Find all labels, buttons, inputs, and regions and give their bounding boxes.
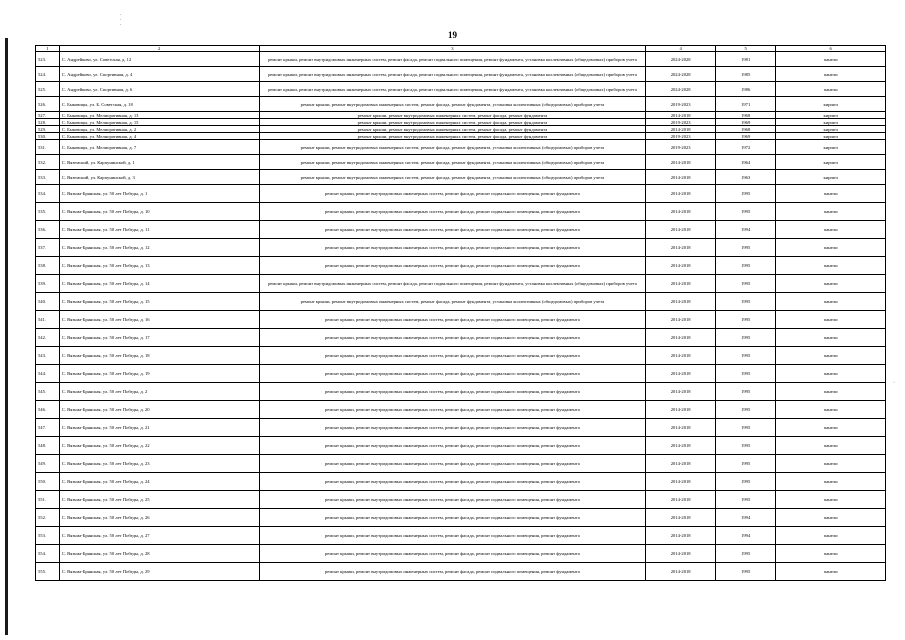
- row-number-cell: 531.: [36, 140, 60, 155]
- wall-material-cell: панели: [776, 365, 886, 383]
- repair-works-cell: ремонт крыши, ремонт внутридомовых инженерных систем, ремонт фасада, ремонт подвального помещения, ремонт фундамента: [259, 527, 646, 545]
- repair-period-cell: 2014-2018: [646, 239, 716, 257]
- table-row: [36, 155, 886, 170]
- repair-works-cell: ремонт крыши, ремонт внутридомовых инженерных систем, ремонт фасада, ремонт подвального помещения, ремонт фундамента: [259, 329, 646, 347]
- row-number-cell: 550.: [36, 473, 60, 491]
- address-cell: С. Быковицы, ул. Мелиоративная, д. 7: [59, 140, 259, 155]
- row-number-cell: 526.: [36, 97, 60, 112]
- wall-material-cell: панели: [776, 545, 886, 563]
- repair-works-cell: ремонт крыши, ремонт внутридомовых инженерных систем, ремонт фасада, ремонт подвального помещения, ремонт фундамента, установка коллективных (общедомовых) приборов учета: [259, 82, 646, 97]
- header-col-2: 2: [59, 46, 259, 52]
- address-cell: С. Быковицы, ул. Мелиоративная, д. 15: [59, 119, 259, 126]
- repair-period-cell: 2014-2018: [646, 491, 716, 509]
- address-cell: С. Вязьма-Брянская, ул. 50 лет Победы, д. 29: [59, 563, 259, 581]
- table-row: [36, 97, 886, 112]
- row-number-cell: 538.: [36, 257, 60, 275]
- wall-material-cell: панели: [776, 311, 886, 329]
- row-number-cell: 529.: [36, 126, 60, 133]
- build-year-cell: 1994: [715, 509, 775, 527]
- build-year-cell: 1985: [715, 67, 775, 82]
- repair-works-cell: ремонт крыши, ремонт внутридомовых инженерных систем, ремонт фасада, ремонт подвального помещения, ремонт фундамента: [259, 455, 646, 473]
- row-number-cell: 525.: [36, 82, 60, 97]
- wall-material-cell: кирпич: [776, 170, 886, 185]
- table-row: [36, 419, 886, 437]
- repair-period-cell: 2019-2023: [646, 97, 716, 112]
- build-year-cell: 1995: [715, 473, 775, 491]
- wall-material-cell: панели: [776, 473, 886, 491]
- table-row: [36, 491, 886, 509]
- address-cell: С. Вязьма-Брянская, ул. 50 лет Победы, д. 24: [59, 473, 259, 491]
- address-cell: С. Вязьма-Брянская, ул. 50 лет Победы, д. 26: [59, 509, 259, 527]
- repair-works-cell: ремонт крыши, ремонт внутридомовых инженерных систем, ремонт фасада, ремонт подвального помещения, ремонт фундамента: [259, 563, 646, 581]
- address-cell: С. Вязьма-Брянская, ул. 50 лет Победы, д. 16: [59, 311, 259, 329]
- row-number-cell: 555.: [36, 563, 60, 581]
- wall-material-cell: кирпич: [776, 119, 886, 126]
- repair-works-cell: ремонт крыши, ремонт внутридомовых инженерных систем, ремонт фасада, ремонт подвального помещения, ремонт фундамента: [259, 437, 646, 455]
- page-number: 19: [448, 30, 457, 40]
- build-year-cell: 1995: [715, 311, 775, 329]
- address-cell: С. Вязьма-Брянская, ул. 50 лет Победы, д. 22: [59, 437, 259, 455]
- repair-period-cell: 2014-2018: [646, 126, 716, 133]
- table-row: [36, 170, 886, 185]
- build-year-cell: 1995: [715, 437, 775, 455]
- repair-works-cell: ремонт крыши, ремонт внутридомовых инженерных систем, ремонт фасада, ремонт фундамента, установка коллективных (общедомовых) приборов учета: [259, 97, 646, 112]
- repair-works-cell: ремонт крыши, ремонт внутридомовых инженерных систем, ремонт фасада, ремонт фундамента, установка коллективных (общедомовых) приборов учета: [259, 170, 646, 185]
- build-year-cell: 1994: [715, 221, 775, 239]
- repair-period-cell: 2014-2018: [646, 419, 716, 437]
- build-year-cell: 1995: [715, 455, 775, 473]
- repair-period-cell: 2014-2018: [646, 347, 716, 365]
- repair-period-cell: 2014-2018: [646, 203, 716, 221]
- row-number-cell: 544.: [36, 365, 60, 383]
- table-row: [36, 437, 886, 455]
- repair-period-cell: 2014-2018: [646, 257, 716, 275]
- header-col-6: 6: [776, 46, 886, 52]
- repair-period-cell: 2014-2018: [646, 275, 716, 293]
- repair-period-cell: 2014-2018: [646, 401, 716, 419]
- table-row: [36, 133, 886, 140]
- table-row: [36, 311, 886, 329]
- repair-period-cell: 2014-2018: [646, 221, 716, 239]
- table-row: [36, 119, 886, 126]
- table-row: [36, 257, 886, 275]
- build-year-cell: 1995: [715, 383, 775, 401]
- table-row: [36, 112, 886, 119]
- row-number-cell: 528.: [36, 119, 60, 126]
- repair-period-cell: 2014-2018: [646, 112, 716, 119]
- wall-material-cell: панели: [776, 275, 886, 293]
- address-cell: С. Вязьма-Брянская, ул. 50 лет Победы, д. 13: [59, 257, 259, 275]
- wall-material-cell: панели: [776, 491, 886, 509]
- repair-works-cell: ремонт крыши, ремонт внутридомовых инженерных систем, ремонт фасада, ремонт подвального помещения, ремонт фундамента, установка коллективных (общедомовых) приборов учета: [259, 275, 646, 293]
- wall-material-cell: панели: [776, 419, 886, 437]
- build-year-cell: 1963: [715, 170, 775, 185]
- repair-works-cell: ремонт крыши, ремонт внутридомовых инженерных систем, ремонт фасада, ремонт подвального помещения, ремонт фундамента: [259, 365, 646, 383]
- header-col-4: 4: [646, 46, 716, 52]
- build-year-cell: 1995: [715, 401, 775, 419]
- repair-period-cell: 2019-2023: [646, 133, 716, 140]
- address-cell: С. Вязьма-Брянская, ул. 50 лет Победы, д. 23: [59, 455, 259, 473]
- scan-artifact-dots: . . .: [120, 11, 122, 27]
- row-number-cell: 553.: [36, 527, 60, 545]
- repair-works-cell: ремонт крыши, ремонт внутридомовых инженерных систем, ремонт фасада, ремонт подвального помещения, ремонт фундамента: [259, 347, 646, 365]
- address-cell: С. Вязьма-Брянская, ул. 50 лет Победы, д. 18: [59, 347, 259, 365]
- repair-works-cell: ремонт крыши, ремонт внутридомовых инженерных систем, ремонт фасада, ремонт подвального помещения, ремонт фундамента: [259, 383, 646, 401]
- table-row: [36, 185, 886, 203]
- repair-period-cell: 2024-2028: [646, 82, 716, 97]
- row-number-cell: 534.: [36, 185, 60, 203]
- repair-works-cell: ремонт крыши, ремонт внутридомовых инженерных систем, ремонт фасада, ремонт подвального помещения, ремонт фундамента: [259, 509, 646, 527]
- wall-material-cell: кирпич: [776, 133, 886, 140]
- wall-material-cell: панели: [776, 185, 886, 203]
- address-cell: С. Вязьма-Брянская, ул. 50 лет Победы, д. 2: [59, 383, 259, 401]
- row-number-cell: 546.: [36, 401, 60, 419]
- wall-material-cell: кирпич: [776, 97, 886, 112]
- repair-period-cell: 2014-2018: [646, 545, 716, 563]
- address-cell: С. Вязьма-Брянская, ул. 50 лет Победы, д. 14: [59, 275, 259, 293]
- row-number-cell: 549.: [36, 455, 60, 473]
- row-number-cell: 547.: [36, 419, 60, 437]
- build-year-cell: 1995: [715, 239, 775, 257]
- wall-material-cell: панели: [776, 509, 886, 527]
- table-row: [36, 365, 886, 383]
- wall-material-cell: панели: [776, 293, 886, 311]
- repair-works-cell: ремонт крыши, ремонт внутридомовых инженерных систем, ремонт фасада, ремонт подвального помещения, ремонт фундамента: [259, 401, 646, 419]
- row-number-cell: 541.: [36, 311, 60, 329]
- table-row: [36, 563, 886, 581]
- build-year-cell: 1995: [715, 563, 775, 581]
- build-year-cell: 1995: [715, 347, 775, 365]
- address-cell: С. Вязьма-Брянская, ул. 50 лет Победы, д. 21: [59, 419, 259, 437]
- address-cell: С. Вязьма-Брянская, ул. 50 лет Победы, д. 1: [59, 185, 259, 203]
- repair-period-cell: 2014-2018: [646, 455, 716, 473]
- table-row: [36, 401, 886, 419]
- row-number-cell: 554.: [36, 545, 60, 563]
- repair-works-cell: ремонт крыши, ремонт внутридомовых инженерных систем, ремонт фасада, ремонт подвального помещения, ремонт фундамента, установка коллективных (общедомовых) приборов учета: [259, 67, 646, 82]
- address-cell: С. Быковицы, ул. Мелиоративная, д. 4: [59, 133, 259, 140]
- repair-period-cell: 2014-2018: [646, 170, 716, 185]
- table-row: [36, 509, 886, 527]
- header-col-5: 5: [715, 46, 775, 52]
- scan-margin-bar: [5, 38, 8, 635]
- row-number-cell: 542.: [36, 329, 60, 347]
- address-cell: С. Быковицы, ул. Мелиоративная, д. 2: [59, 126, 259, 133]
- wall-material-cell: панели: [776, 239, 886, 257]
- build-year-cell: 1968: [715, 126, 775, 133]
- table-row: [36, 52, 886, 67]
- table-row: [36, 221, 886, 239]
- table-row: [36, 239, 886, 257]
- row-number-cell: 523.: [36, 52, 60, 67]
- repair-works-cell: ремонт крыши, ремонт внутридомовых инженерных систем, ремонт фасада, ремонт подвального помещения, ремонт фундамента: [259, 257, 646, 275]
- row-number-cell: 545.: [36, 383, 60, 401]
- repair-period-cell: 2019-2023: [646, 119, 716, 126]
- repair-works-cell: ремонт крыши, ремонт внутридомовых инженерных систем, ремонт фасада, ремонт подвального помещения, ремонт фундамента: [259, 221, 646, 239]
- repair-period-cell: 2024-2028: [646, 67, 716, 82]
- repair-works-cell: ремонт крыши, ремонт внутридомовых инженерных систем, ремонт фасада, ремонт подвального помещения, ремонт фундамента: [259, 311, 646, 329]
- repair-works-cell: ремонт крыши, ремонт внутридомовых инженерных систем, ремонт фасада, ремонт подвального помещения, ремонт фундамента: [259, 185, 646, 203]
- build-year-cell: 1995: [715, 329, 775, 347]
- wall-material-cell: кирпич: [776, 140, 886, 155]
- wall-material-cell: панели: [776, 329, 886, 347]
- build-year-cell: 1995: [715, 419, 775, 437]
- table-row: [36, 203, 886, 221]
- header-col-3: 3: [259, 46, 646, 52]
- repair-works-cell: ремонт крыши, ремонт внутридомовых инженерных систем, ремонт фасада, ремонт фундамента, установка коллективных (общедомовых) приборов учета: [259, 155, 646, 170]
- row-number-cell: 551.: [36, 491, 60, 509]
- repair-period-cell: 2014-2018: [646, 329, 716, 347]
- table-row: [36, 293, 886, 311]
- build-year-cell: 1964: [715, 155, 775, 170]
- wall-material-cell: панели: [776, 347, 886, 365]
- wall-material-cell: кирпич: [776, 126, 886, 133]
- table-row: [36, 126, 886, 133]
- address-cell: С. Вязьма-Брянская, ул. 50 лет Победы, д. 17: [59, 329, 259, 347]
- address-cell: С. Андрейково, ул. Спортивная, д. 6: [59, 82, 259, 97]
- repair-period-cell: 2014-2018: [646, 155, 716, 170]
- wall-material-cell: панели: [776, 401, 886, 419]
- row-number-cell: 537.: [36, 239, 60, 257]
- address-cell: С. Вяземский, ул. Карпунинской, д. 3: [59, 170, 259, 185]
- repair-works-cell: ремонт крыши, ремонт внутридомовых инженерных систем, ремонт фасада, ремонт фундамента: [259, 126, 646, 133]
- row-number-cell: 552.: [36, 509, 60, 527]
- address-cell: С. Быковицы, ул. Б. Советская, д. 18: [59, 97, 259, 112]
- build-year-cell: 1968: [715, 112, 775, 119]
- wall-material-cell: кирпич: [776, 112, 886, 119]
- row-number-cell: 527.: [36, 112, 60, 119]
- repair-works-cell: ремонт крыши, ремонт внутридомовых инженерных систем, ремонт фасада, ремонт подвального помещения, ремонт фундамента: [259, 491, 646, 509]
- repair-works-cell: ремонт крыши, ремонт внутридомовых инженерных систем, ремонт фасада, ремонт фундамента, установка коллективных (общедомовых) приборов учета: [259, 293, 646, 311]
- wall-material-cell: панели: [776, 527, 886, 545]
- address-cell: С. Вязьма-Брянская, ул. 50 лет Победы, д. 10: [59, 203, 259, 221]
- build-year-cell: 1995: [715, 293, 775, 311]
- address-cell: С. Вязьма-Брянская, ул. 50 лет Победы, д. 19: [59, 365, 259, 383]
- address-cell: С. Вязьма-Брянская, ул. 50 лет Победы, д. 11: [59, 221, 259, 239]
- repair-period-cell: 2014-2018: [646, 509, 716, 527]
- table-row: [36, 347, 886, 365]
- table-row: [36, 140, 886, 155]
- row-number-cell: 530.: [36, 133, 60, 140]
- wall-material-cell: панели: [776, 52, 886, 67]
- build-year-cell: 1981: [715, 52, 775, 67]
- address-cell: С. Вяземский, ул. Карпунинской, д. 1: [59, 155, 259, 170]
- row-number-cell: 536.: [36, 221, 60, 239]
- address-cell: С. Вязьма-Брянская, ул. 50 лет Победы, д. 12: [59, 239, 259, 257]
- wall-material-cell: панели: [776, 82, 886, 97]
- repair-works-cell: ремонт крыши, ремонт внутридомовых инженерных систем, ремонт фасада, ремонт подвального помещения, ремонт фундамента: [259, 419, 646, 437]
- table-row: [36, 329, 886, 347]
- repair-works-cell: ремонт крыши, ремонт внутридомовых инженерных систем, ремонт фасада, ремонт подвального помещения, ремонт фундамента: [259, 545, 646, 563]
- repair-period-cell: 2014-2018: [646, 473, 716, 491]
- build-year-cell: 1995: [715, 545, 775, 563]
- build-year-cell: 1969: [715, 119, 775, 126]
- build-year-cell: 1986: [715, 82, 775, 97]
- build-year-cell: 1995: [715, 257, 775, 275]
- build-year-cell: 1995: [715, 365, 775, 383]
- repair-period-cell: 2014-2018: [646, 437, 716, 455]
- build-year-cell: 1971: [715, 97, 775, 112]
- build-year-cell: 1994: [715, 527, 775, 545]
- build-year-cell: 1995: [715, 491, 775, 509]
- repair-works-cell: ремонт крыши, ремонт внутридомовых инженерных систем, ремонт фасада, ремонт подвального помещения, ремонт фундамента: [259, 203, 646, 221]
- repair-period-cell: 2014-2018: [646, 185, 716, 203]
- address-cell: С. Вязьма-Брянская, ул. 50 лет Победы, д. 28: [59, 545, 259, 563]
- address-cell: С. Андрейково, ул. Советская, д. 12: [59, 52, 259, 67]
- repair-works-cell: ремонт крыши, ремонт внутридомовых инженерных систем, ремонт фасада, ремонт подвального помещения, ремонт фундамента: [259, 239, 646, 257]
- repair-period-cell: 2014-2018: [646, 293, 716, 311]
- address-cell: С. Вязьма-Брянская, ул. 50 лет Победы, д. 27: [59, 527, 259, 545]
- table-row: [36, 473, 886, 491]
- build-year-cell: 1995: [715, 185, 775, 203]
- row-number-cell: 548.: [36, 437, 60, 455]
- address-cell: С. Андрейково, ул. Спортивная, д. 4: [59, 67, 259, 82]
- wall-material-cell: панели: [776, 67, 886, 82]
- row-number-cell: 539.: [36, 275, 60, 293]
- wall-material-cell: панели: [776, 203, 886, 221]
- table-row: [36, 455, 886, 473]
- wall-material-cell: панели: [776, 221, 886, 239]
- row-number-cell: 532.: [36, 155, 60, 170]
- address-cell: С. Вязьма-Брянская, ул. 50 лет Победы, д. 15: [59, 293, 259, 311]
- address-cell: С. Вязьма-Брянская, ул. 50 лет Победы, д. 25: [59, 491, 259, 509]
- wall-material-cell: кирпич: [776, 155, 886, 170]
- row-number-cell: 533.: [36, 170, 60, 185]
- row-number-cell: 540.: [36, 293, 60, 311]
- row-number-cell: 543.: [36, 347, 60, 365]
- wall-material-cell: панели: [776, 257, 886, 275]
- build-year-cell: 1969: [715, 133, 775, 140]
- row-number-cell: 535.: [36, 203, 60, 221]
- repair-period-cell: 2014-2018: [646, 527, 716, 545]
- repair-period-cell: 2024-2028: [646, 52, 716, 67]
- build-year-cell: 1995: [715, 203, 775, 221]
- wall-material-cell: панели: [776, 437, 886, 455]
- repair-works-cell: ремонт крыши, ремонт внутридомовых инженерных систем, ремонт фасада, ремонт фундамента: [259, 112, 646, 119]
- repair-period-cell: 2019-2023: [646, 140, 716, 155]
- header-col-1: 1: [36, 46, 60, 52]
- wall-material-cell: панели: [776, 383, 886, 401]
- repair-works-cell: ремонт крыши, ремонт внутридомовых инженерных систем, ремонт фасада, ремонт фундамента, установка коллективных (общедомовых) приборов учета: [259, 140, 646, 155]
- table-row: [36, 383, 886, 401]
- table-row: [36, 82, 886, 97]
- table-row: [36, 527, 886, 545]
- table-row: [36, 545, 886, 563]
- build-year-cell: 1995: [715, 275, 775, 293]
- repair-works-cell: ремонт крыши, ремонт внутридомовых инженерных систем, ремонт фасада, ремонт фундамента: [259, 119, 646, 126]
- table-row: [36, 275, 886, 293]
- repair-period-cell: 2014-2018: [646, 383, 716, 401]
- repair-period-cell: 2014-2018: [646, 365, 716, 383]
- build-year-cell: 1972: [715, 140, 775, 155]
- wall-material-cell: панели: [776, 455, 886, 473]
- wall-material-cell: панели: [776, 563, 886, 581]
- row-number-cell: 524.: [36, 67, 60, 82]
- repair-period-cell: 2014-2018: [646, 311, 716, 329]
- repair-works-cell: ремонт крыши, ремонт внутридомовых инженерных систем, ремонт фасада, ремонт подвального помещения, ремонт фундамента, установка коллективных (общедомовых) приборов учета: [259, 52, 646, 67]
- scan-artifact-mark: ·: [893, 380, 895, 386]
- address-cell: С. Вязьма-Брянская, ул. 50 лет Победы, д. 20: [59, 401, 259, 419]
- housing-repair-register-table: [35, 45, 886, 581]
- table-row: [36, 67, 886, 82]
- repair-period-cell: 2014-2018: [646, 563, 716, 581]
- address-cell: С. Быковицы, ул. Мелиоративная, д. 13: [59, 112, 259, 119]
- repair-works-cell: ремонт крыши, ремонт внутридомовых инженерных систем, ремонт фасада, ремонт фундамента: [259, 133, 646, 140]
- repair-works-cell: ремонт крыши, ремонт внутридомовых инженерных систем, ремонт фасада, ремонт подвального помещения, ремонт фундамента: [259, 473, 646, 491]
